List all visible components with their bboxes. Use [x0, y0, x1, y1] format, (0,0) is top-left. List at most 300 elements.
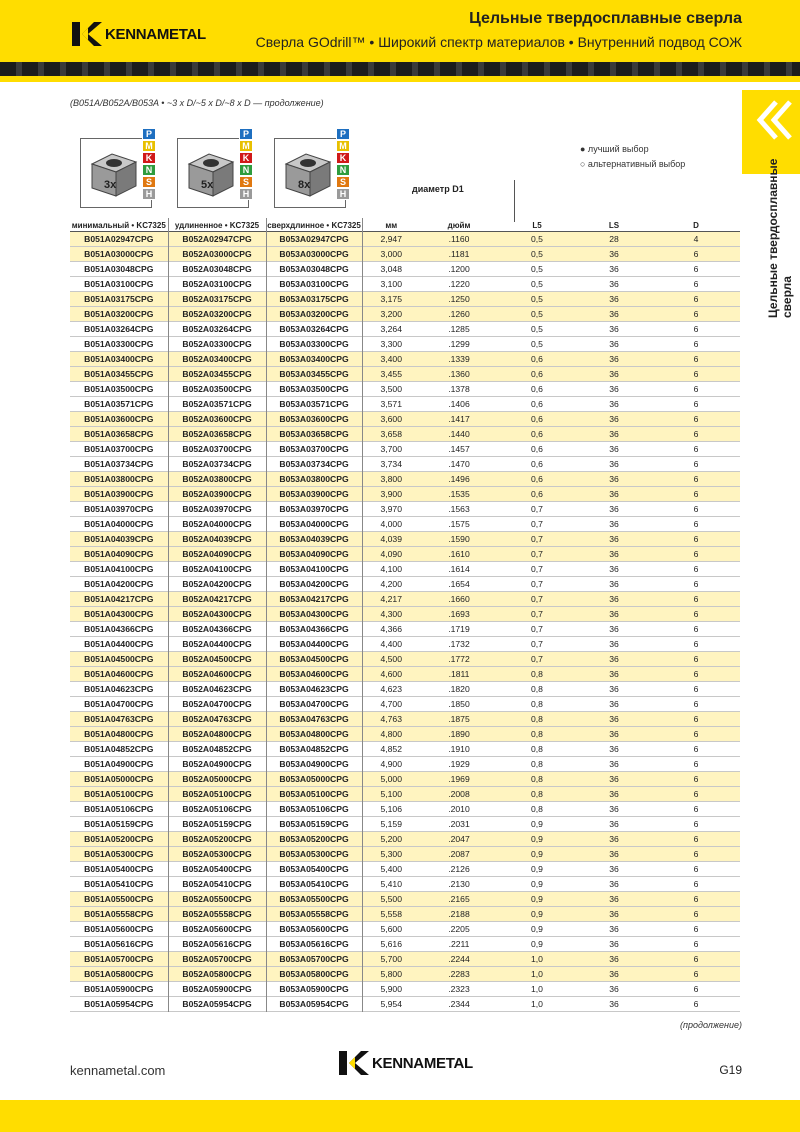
page-subtitle: Сверла GOdrill™ • Широкий спектр материалов • Внутренний подвод СОЖ: [255, 34, 742, 50]
product-table-container: [70, 218, 740, 1012]
code-extended: B052A03300CPG: [168, 336, 266, 351]
table-row: [70, 831, 740, 846]
code-minimal: B051A03700CPG: [70, 441, 168, 456]
d-value: 6: [652, 711, 740, 726]
code-minimal: B051A05616CPG: [70, 936, 168, 951]
l5-value: 1,0: [531, 983, 543, 994]
code-extended: B052A03658CPG: [168, 426, 266, 441]
d-value: 6: [693, 398, 699, 409]
ls-value: 36: [609, 623, 619, 634]
table-row: [70, 876, 740, 891]
d-value: 6: [652, 351, 740, 366]
code-minimal: B051A03970CPG: [70, 501, 168, 516]
code-extra-long: B053A04100CPG: [266, 561, 362, 576]
table-row: [70, 411, 740, 426]
l5-value: 0,7: [498, 546, 576, 561]
diameter-mm: 4,763: [362, 711, 420, 726]
legend-best: ● лучший выбор: [580, 144, 649, 154]
diameter-mm: 4,100: [380, 563, 402, 574]
d-value: 6: [693, 863, 699, 874]
ls-value: 36: [576, 546, 652, 561]
diameter-inch: .2126: [448, 863, 470, 874]
footer-url[interactable]: kennametal.com: [70, 1063, 166, 1078]
code-extended: B052A05700CPG: [168, 951, 266, 966]
code-extended: B052A03200CPG: [168, 306, 266, 321]
code-extended: B052A03175CPG: [168, 291, 266, 306]
d-value: 4: [652, 231, 740, 246]
diameter-mm: 5,800: [362, 966, 420, 981]
code-extra-long: B053A05159CPG: [266, 816, 362, 831]
diameter-inch: .1693: [420, 606, 498, 621]
code-minimal: B051A03600CPG: [70, 411, 168, 426]
code-minimal: B051A05159CPG: [70, 816, 168, 831]
d-value: 6: [693, 758, 699, 769]
diameter-mm: 4,400: [380, 638, 402, 649]
l5-value: 0,6: [498, 471, 576, 486]
code-extra-long: B053A03800CPG: [266, 471, 362, 486]
d-value: 6: [652, 666, 740, 681]
table-row: [70, 756, 740, 771]
iso-s-badge: S: [142, 176, 156, 188]
continued-note: (продолжение): [680, 1020, 742, 1030]
code-extra-long: B053A05954CPG: [266, 996, 362, 1011]
l5-value: 0,9: [498, 891, 576, 906]
diameter-inch: .1850: [448, 698, 470, 709]
ls-value: 36: [609, 518, 619, 529]
l5-value: 0,8: [531, 758, 543, 769]
code-extended: B052A04100CPG: [168, 561, 266, 576]
l5-value: 0,5: [498, 231, 576, 246]
kennametal-logo-top: [72, 22, 206, 46]
table-row: [70, 681, 740, 696]
d-value: 6: [652, 771, 740, 786]
d-value: 6: [652, 366, 740, 381]
iso-s-badge: S: [239, 176, 253, 188]
l5-value: 0,6: [531, 443, 543, 454]
diameter-mm: 4,900: [380, 758, 402, 769]
l5-value: 0,5: [498, 291, 576, 306]
diameter-mm: 3,970: [380, 503, 402, 514]
ls-value: 36: [609, 383, 619, 394]
diameter-mm: 5,900: [380, 983, 402, 994]
ls-value: 36: [609, 638, 619, 649]
ls-value: 36: [609, 758, 619, 769]
iso-n-badge: N: [142, 164, 156, 176]
code-extra-long: B053A03500CPG: [266, 381, 362, 396]
ls-value: 36: [576, 471, 652, 486]
code-minimal: B051A05300CPG: [70, 846, 168, 861]
diameter-mm: 5,000: [362, 771, 420, 786]
diameter-mm: 3,200: [362, 306, 420, 321]
code-minimal: B051A03264CPG: [70, 321, 168, 336]
table-row: [70, 486, 740, 501]
code-extended: B052A05900CPG: [168, 981, 266, 996]
l5-value: 0,9: [498, 831, 576, 846]
kennametal-k-icon: [72, 22, 102, 46]
d-value: 6: [693, 878, 699, 889]
diameter-mm: 5,400: [380, 863, 402, 874]
table-row: [70, 891, 740, 906]
d-value: 6: [652, 906, 740, 921]
table-row: [70, 261, 740, 276]
diameter-mm: 4,217: [362, 591, 420, 606]
code-minimal: B051A04400CPG: [70, 636, 168, 651]
diameter-inch: .1160: [420, 231, 498, 246]
code-minimal: B051A03900CPG: [70, 486, 168, 501]
code-extra-long: B053A03700CPG: [266, 441, 362, 456]
code-minimal: B051A03100CPG: [70, 276, 168, 291]
table-row: [70, 966, 740, 981]
ls-value: 36: [609, 878, 619, 889]
l5-value: 0,9: [531, 818, 543, 829]
table-row: [70, 606, 740, 621]
code-minimal: B051A05500CPG: [70, 891, 168, 906]
code-extended: B052A03000CPG: [168, 246, 266, 261]
code-minimal: B051A04763CPG: [70, 711, 168, 726]
diameter-inch: .1929: [448, 758, 470, 769]
diameter-mm: 2,947: [362, 231, 420, 246]
d-value: 6: [693, 938, 699, 949]
diameter-inch: .1969: [420, 771, 498, 786]
diameter-inch: .1406: [448, 398, 470, 409]
code-extra-long: B053A04900CPG: [266, 756, 362, 771]
d-value: 6: [652, 606, 740, 621]
code-minimal: B051A04090CPG: [70, 546, 168, 561]
diameter-mm: 3,175: [362, 291, 420, 306]
diameter-inch: .1260: [420, 306, 498, 321]
code-extended: B052A03734CPG: [168, 456, 266, 471]
l5-value: 0,6: [531, 458, 543, 469]
diameter-mm: 5,159: [380, 818, 402, 829]
l5-value: 0,8: [531, 743, 543, 754]
l5-value: 0,6: [531, 383, 543, 394]
ls-value: 36: [576, 951, 652, 966]
l5-value: 0,7: [498, 606, 576, 621]
diameter-inch: .1378: [448, 383, 470, 394]
diameter-mm: 3,734: [380, 458, 402, 469]
iso-k-badge: K: [142, 152, 156, 164]
diameter-inch: .2031: [448, 818, 470, 829]
table-row: [70, 276, 740, 291]
code-extended: B052A04852CPG: [168, 741, 266, 756]
code-extra-long: B053A05000CPG: [266, 771, 362, 786]
code-minimal: B051A04100CPG: [70, 561, 168, 576]
diameter-inch: .1360: [420, 366, 498, 381]
code-extended: B052A03400CPG: [168, 351, 266, 366]
d-value: 6: [693, 338, 699, 349]
code-minimal: B051A04600CPG: [70, 666, 168, 681]
code-minimal: B051A05200CPG: [70, 831, 168, 846]
header-stripe-accent: [0, 76, 800, 82]
table-row: [70, 231, 740, 246]
iso-h-badge: H: [336, 188, 350, 200]
drill-icon-5x: [177, 128, 265, 210]
d-value: 6: [652, 846, 740, 861]
code-extra-long: B053A05600CPG: [266, 921, 362, 936]
code-extra-long: B053A05410CPG: [266, 876, 362, 891]
iso-n-badge: N: [239, 164, 253, 176]
diameter-mm: 5,410: [380, 878, 402, 889]
iso-m-badge: M: [336, 140, 350, 152]
table-row: [70, 381, 740, 396]
diameter-mm: 4,366: [380, 623, 402, 634]
kennametal-k-icon: [339, 1051, 369, 1075]
code-extended: B052A04900CPG: [168, 756, 266, 771]
ls-value: 36: [609, 263, 619, 274]
table-row: [70, 981, 740, 996]
code-minimal: B051A04000CPG: [70, 516, 168, 531]
code-extra-long: B053A03048CPG: [266, 261, 362, 276]
ls-value: 36: [576, 351, 652, 366]
code-minimal: B051A05400CPG: [70, 861, 168, 876]
ls-value: 36: [609, 578, 619, 589]
drill-icon-8x: [274, 128, 362, 210]
page-title: Цельные твердосплавные сверла: [469, 10, 742, 27]
l5-value: 0,5: [498, 306, 576, 321]
product-table: [70, 218, 740, 1012]
iso-h-badge: H: [142, 188, 156, 200]
code-extra-long: B053A03734CPG: [266, 456, 362, 471]
code-extended: B052A03900CPG: [168, 486, 266, 501]
code-minimal: B051A03800CPG: [70, 471, 168, 486]
table-row: [70, 561, 740, 576]
code-extended: B052A05800CPG: [168, 966, 266, 981]
diameter-mm: 4,200: [380, 578, 402, 589]
diameter-mm: 3,048: [380, 263, 402, 274]
ls-value: 36: [609, 278, 619, 289]
d-value: 6: [652, 651, 740, 666]
d-value: 6: [693, 638, 699, 649]
d-value: 6: [693, 323, 699, 334]
code-extended: B052A03800CPG: [168, 471, 266, 486]
diameter-mm: 3,600: [362, 411, 420, 426]
ls-value: 36: [609, 458, 619, 469]
d-value: 6: [652, 471, 740, 486]
table-row: [70, 531, 740, 546]
code-extended: B052A03455CPG: [168, 366, 266, 381]
drill-icon-3x: [80, 128, 168, 210]
diameter-mm: 5,954: [380, 998, 402, 1009]
code-extended: B052A03100CPG: [168, 276, 266, 291]
svg-text:8x: 8x: [298, 179, 311, 191]
code-extra-long: B053A05500CPG: [266, 891, 362, 906]
diameter-inch: .1285: [448, 323, 470, 334]
ls-value: 36: [576, 591, 652, 606]
code-extra-long: B053A03400CPG: [266, 351, 362, 366]
d-value: 6: [693, 263, 699, 274]
table-row: [70, 771, 740, 786]
code-extra-long: B053A03571CPG: [266, 396, 362, 411]
code-extra-long: B053A04200CPG: [266, 576, 362, 591]
diameter-mm: 3,300: [380, 338, 402, 349]
diameter-mm: 3,500: [380, 383, 402, 394]
code-minimal: B051A05800CPG: [70, 966, 168, 981]
ls-value: 36: [576, 291, 652, 306]
table-row: [70, 801, 740, 816]
iso-p-badge: P: [142, 128, 156, 140]
code-extra-long: B053A04600CPG: [266, 666, 362, 681]
code-minimal: B051A05600CPG: [70, 921, 168, 936]
diameter-mm: 3,571: [380, 398, 402, 409]
code-minimal: B051A03734CPG: [70, 456, 168, 471]
l5-value: 0,6: [498, 411, 576, 426]
code-extended: B052A04600CPG: [168, 666, 266, 681]
ls-value: 36: [609, 443, 619, 454]
diameter-inch: .1535: [420, 486, 498, 501]
ls-value: 36: [576, 306, 652, 321]
diameter-mm: 4,700: [380, 698, 402, 709]
diameter-inch: .1470: [448, 458, 470, 469]
code-minimal: B051A05410CPG: [70, 876, 168, 891]
header-divider: [514, 180, 515, 222]
diameter-inch: .1590: [420, 531, 498, 546]
legend-alternative: ○ альтернативный выбор: [580, 159, 686, 169]
diameter-inch: .2087: [420, 846, 498, 861]
l5-value: 1,0: [498, 966, 576, 981]
code-extra-long: B053A04300CPG: [266, 606, 362, 621]
diameter-mm: 3,700: [380, 443, 402, 454]
table-row: [70, 846, 740, 861]
d-value: 6: [693, 683, 699, 694]
diameter-inch: .1654: [448, 578, 470, 589]
l5-value: 0,6: [531, 398, 543, 409]
l5-value: 0,6: [498, 426, 576, 441]
code-extra-long: B053A03300CPG: [266, 336, 362, 351]
code-extra-long: B053A04852CPG: [266, 741, 362, 756]
table-subtitle: (B051A/B052A/B053A • ~3 x D/~5 x D/~8 x D — продолжение): [70, 98, 324, 108]
code-extra-long: B053A05616CPG: [266, 936, 362, 951]
l5-value: 0,8: [531, 683, 543, 694]
ls-value: 28: [576, 231, 652, 246]
d-value: 6: [693, 578, 699, 589]
code-minimal: B051A04500CPG: [70, 651, 168, 666]
table-row: [70, 921, 740, 936]
ls-value: 36: [576, 411, 652, 426]
code-extended: B052A04039CPG: [168, 531, 266, 546]
ls-value: 36: [576, 711, 652, 726]
diameter-inch: .1875: [420, 711, 498, 726]
code-extra-long: B053A04217CPG: [266, 591, 362, 606]
d-value: 6: [693, 443, 699, 454]
code-minimal: B051A04039CPG: [70, 531, 168, 546]
code-extra-long: B053A04000CPG: [266, 516, 362, 531]
table-row: [70, 651, 740, 666]
l5-value: 0,5: [531, 278, 543, 289]
diameter-mm: 4,039: [362, 531, 420, 546]
code-extra-long: B053A04039CPG: [266, 531, 362, 546]
l5-value: 0,8: [498, 726, 576, 741]
table-row: [70, 741, 740, 756]
col-header-ls: LS: [608, 220, 620, 230]
code-extended: B052A05200CPG: [168, 831, 266, 846]
iso-n-badge: N: [336, 164, 350, 176]
code-minimal: B051A04852CPG: [70, 741, 168, 756]
d-value: 6: [652, 411, 740, 426]
code-minimal: B051A03500CPG: [70, 381, 168, 396]
d-value: 6: [652, 966, 740, 981]
ls-value: 36: [576, 891, 652, 906]
code-extra-long: B053A04623CPG: [266, 681, 362, 696]
code-extended: B052A04000CPG: [168, 516, 266, 531]
diameter-mm: 4,852: [380, 743, 402, 754]
code-minimal: B051A05100CPG: [70, 786, 168, 801]
ls-value: 36: [609, 698, 619, 709]
table-row: [70, 516, 740, 531]
ls-value: 36: [576, 426, 652, 441]
d-value: 6: [652, 591, 740, 606]
diameter-inch: .1563: [448, 503, 470, 514]
diameter-inch: .1910: [448, 743, 470, 754]
table-row: [70, 291, 740, 306]
side-tab-label: Цельные твердосплавные сверла: [766, 158, 794, 318]
code-extended: B052A04366CPG: [168, 621, 266, 636]
d-value: 6: [652, 426, 740, 441]
code-extra-long: B053A03900CPG: [266, 486, 362, 501]
l5-value: 1,0: [498, 951, 576, 966]
l5-value: 0,7: [531, 563, 543, 574]
l5-value: 1,0: [531, 998, 543, 1009]
iso-k-badge: K: [239, 152, 253, 164]
table-row: [70, 951, 740, 966]
diameter-inch: .1250: [420, 291, 498, 306]
iso-p-badge: P: [239, 128, 253, 140]
diameter-mm: 4,500: [362, 651, 420, 666]
ls-value: 36: [609, 398, 619, 409]
code-minimal: B051A04217CPG: [70, 591, 168, 606]
l5-value: 0,9: [498, 846, 576, 861]
d-value: 6: [652, 486, 740, 501]
l5-value: 0,8: [531, 803, 543, 814]
d-value: 6: [693, 503, 699, 514]
page-number: G19: [719, 1063, 742, 1077]
code-extended: B052A05300CPG: [168, 846, 266, 861]
col-header-extended: удлиненное • KC7325: [168, 218, 266, 231]
code-extra-long: B053A04500CPG: [266, 651, 362, 666]
l5-value: 0,7: [531, 623, 543, 634]
diameter-inch: .1610: [420, 546, 498, 561]
code-extra-long: B053A05200CPG: [266, 831, 362, 846]
d-value: 6: [652, 531, 740, 546]
diameter-inch: .2130: [448, 878, 470, 889]
table-row: [70, 711, 740, 726]
table-row: [70, 861, 740, 876]
code-extended: B052A04090CPG: [168, 546, 266, 561]
code-minimal: B051A04623CPG: [70, 681, 168, 696]
code-extended: B052A03600CPG: [168, 411, 266, 426]
d-value: 6: [693, 818, 699, 829]
diameter-inch: .2010: [448, 803, 470, 814]
diameter-mm: 5,616: [380, 938, 402, 949]
diameter-mm: 4,000: [380, 518, 402, 529]
diameter-inch: .1440: [420, 426, 498, 441]
diameter-mm: 5,200: [362, 831, 420, 846]
l5-value: 0,7: [531, 503, 543, 514]
ls-value: 36: [609, 323, 619, 334]
code-extended: B052A03500CPG: [168, 381, 266, 396]
diameter-inch: .2211: [448, 938, 470, 949]
code-extended: B052A05600CPG: [168, 921, 266, 936]
diameter-mm: 5,300: [362, 846, 420, 861]
ls-value: 36: [609, 983, 619, 994]
code-extra-long: B053A04800CPG: [266, 726, 362, 741]
diameter-mm: 3,264: [380, 323, 402, 334]
tool-block-icon: [86, 148, 144, 200]
table-row: [70, 396, 740, 411]
diameter-mm: 5,100: [362, 786, 420, 801]
ls-value: 36: [609, 803, 619, 814]
diameter-inch: .1820: [448, 683, 470, 694]
diameter-inch: .2205: [448, 923, 470, 934]
